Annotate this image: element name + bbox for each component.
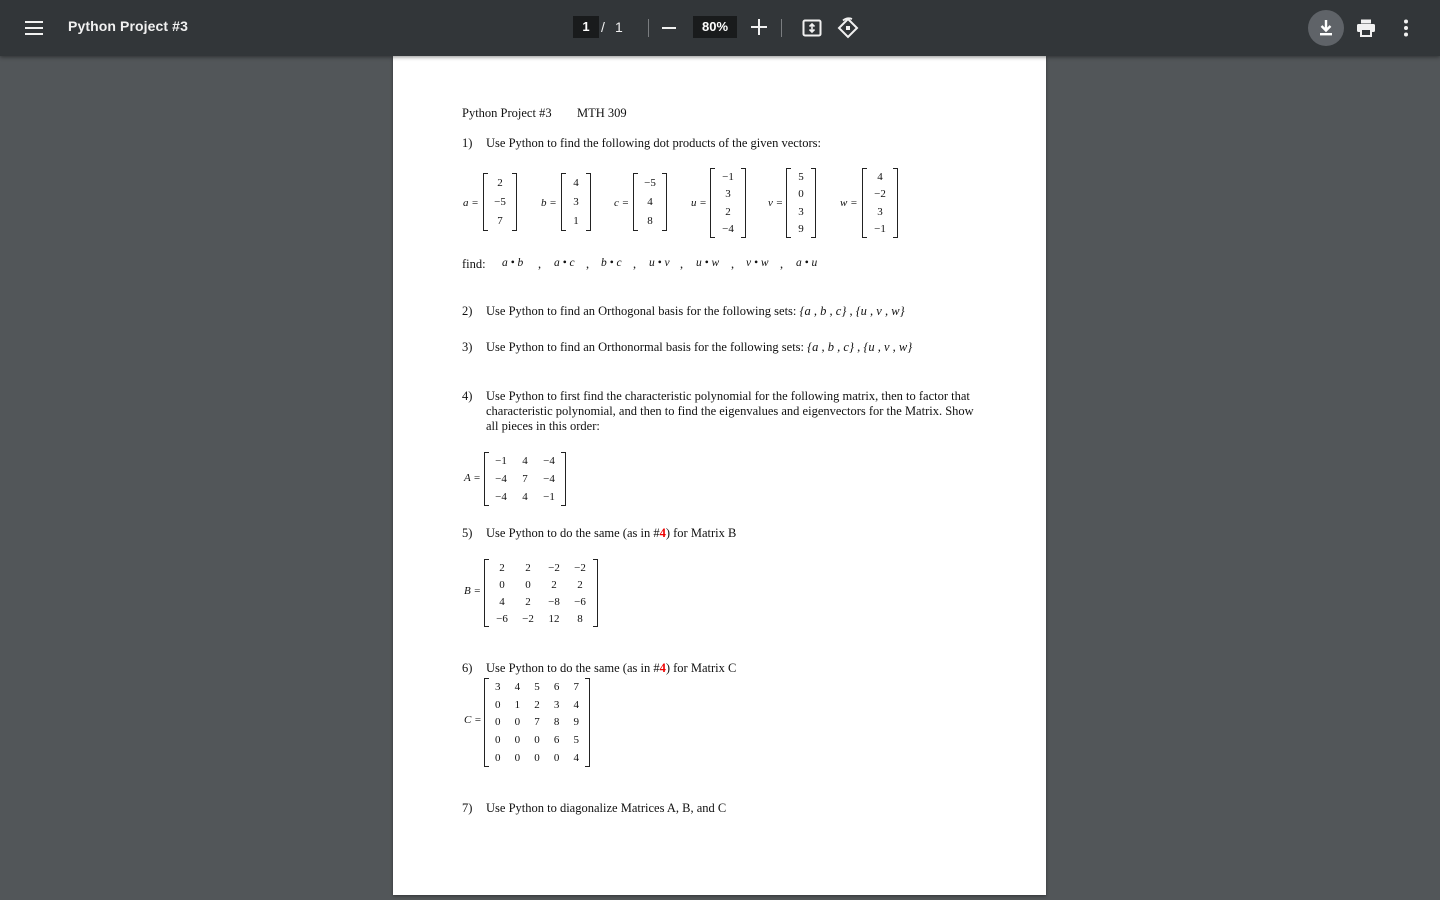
vector-c: −5 4 8: [633, 173, 667, 231]
matrix-label: C =: [464, 714, 482, 726]
question-5-text: Use Python to do the same (as in #4) for Matrix B: [486, 526, 737, 540]
zoom-out-icon[interactable]: [662, 27, 676, 29]
dot-product: b • c: [601, 257, 622, 269]
rotate-icon[interactable]: [836, 16, 860, 40]
question-7-text: Use Python to diagonalize Matrices A, B, and C: [486, 801, 727, 815]
vector-w: 4 −2 3 −1: [862, 168, 898, 238]
matrix-a: −1 4 −4 −4 7 −4 −4 4 −1: [484, 452, 566, 506]
dot-product: u • w: [696, 257, 720, 269]
question-1-text: Use Python to find the following dot products of the given vectors:: [486, 136, 822, 150]
fit-page-icon[interactable]: [800, 16, 824, 40]
download-icon[interactable]: [1308, 10, 1344, 46]
vector-label: u =: [691, 197, 707, 209]
page-total: 1: [615, 19, 623, 35]
highlighted-reference: 4: [659, 661, 666, 675]
highlighted-reference: 4: [659, 526, 666, 540]
vector-label: c =: [614, 197, 630, 209]
menu-icon[interactable]: [22, 16, 46, 40]
vector-a: 2 −5 7: [483, 173, 517, 231]
matrix-label: A =: [464, 472, 481, 484]
zoom-in-icon[interactable]: [751, 19, 767, 35]
pdf-page: Python Project #3 MTH 309 1) Use Python to find the following dot products of the given vectors: a = 2 −5 7 b = 4 3 1 c = −5 4 8 u = −1 3 2 −4 v = 5 0 3 9 w = 4 −2 3 −1 find: a • b , a • c , b • c , u • v , u • w , v • w , a • u 2) Use Python to find an Orthogonal basis for the following sets: {a , b , c} , {u , v , w} 3) Use Python to find an Orthonormal basis for the following sets: {a , b , c} , {u , v , w} 4) Use Python to first find the characteristic polynomial for the following matrix, then to factor that characteristic polynomial, and then to find the eigenvalues and eigenvectors for the Matrix. Show all pieces in this order: A = −1 4 −4 −4 7 −4 −4 4 −1 5) Use Python to do the same (as in #4) for Matrix B B = 2 2 −2 −2 0 0 2 2 4 2 −8 −6 −6 −2 12 8 6) Use Python to do the same (as in #4) for Matrix C C = 3 4 5 6 7 0 1 2 3 4 0 0 7 8 9 0 0 0 6 5 0 0 0 0 4 7) Use Python to diagonalize Matrices A, B, and C: [393, 56, 1046, 895]
vector-v: 5 0 3 9: [786, 168, 816, 238]
vector-label: v =: [768, 197, 784, 209]
vector-label: a =: [463, 197, 479, 209]
question-number: 4): [462, 389, 473, 403]
vector-u: −1 3 2 −4: [710, 168, 746, 238]
vector-b: 4 3 1: [561, 173, 591, 231]
toolbar-divider: [781, 19, 782, 37]
toolbar-divider: [648, 19, 649, 37]
question-6-text: Use Python to do the same (as in #4) for Matrix C: [486, 661, 737, 675]
question-number: 5): [462, 526, 473, 540]
vector-label: w =: [840, 197, 858, 209]
print-icon[interactable]: [1354, 16, 1378, 40]
dot-product: u • v: [649, 257, 670, 269]
course-code: MTH 309: [577, 106, 627, 120]
pdf-toolbar: [0, 0, 1440, 56]
question-number: 1): [462, 136, 473, 150]
matrix-b: 2 2 −2 −2 0 0 2 2 4 2 −8 −6 −6 −2 12 8: [484, 559, 598, 627]
question-2-text: Use Python to find an Orthogonal basis for the following sets: {a , b , c} , {u , v , w}: [486, 304, 905, 318]
page-separator: /: [601, 19, 605, 35]
question-3-text: Use Python to find an Orthonormal basis for the following sets: {a , b , c} , {u , v , w}: [486, 340, 913, 354]
question-number: 2): [462, 304, 473, 318]
question-4-text: Use Python to first find the characteristic polynomial for the following matrix, then to factor that characteristic polynomial, and then to find the eigenvalues and eigenvectors for the Matrix. Show all pieces in this order:: [486, 389, 974, 433]
document-header: Python Project #3: [462, 106, 552, 120]
vector-label: b =: [541, 197, 557, 209]
find-label: find:: [462, 257, 486, 271]
zoom-level-input[interactable]: 80%: [693, 16, 737, 38]
matrix-c: 3 4 5 6 7 0 1 2 3 4 0 0 7 8 9 0 0 0 6 5 0 0 0 0 4: [484, 678, 590, 767]
question-number: 6): [462, 661, 473, 675]
page-number-input[interactable]: 1: [573, 16, 599, 38]
matrix-label: B =: [464, 585, 481, 597]
question-number: 7): [462, 801, 473, 815]
question-number: 3): [462, 340, 473, 354]
dot-product: a • c: [554, 257, 575, 269]
dot-product: v • w: [746, 257, 769, 269]
more-vert-icon[interactable]: [1394, 16, 1418, 40]
dot-product: a • u: [796, 257, 818, 269]
dot-product: a • b: [502, 257, 524, 269]
document-title: Python Project #3: [68, 18, 188, 34]
